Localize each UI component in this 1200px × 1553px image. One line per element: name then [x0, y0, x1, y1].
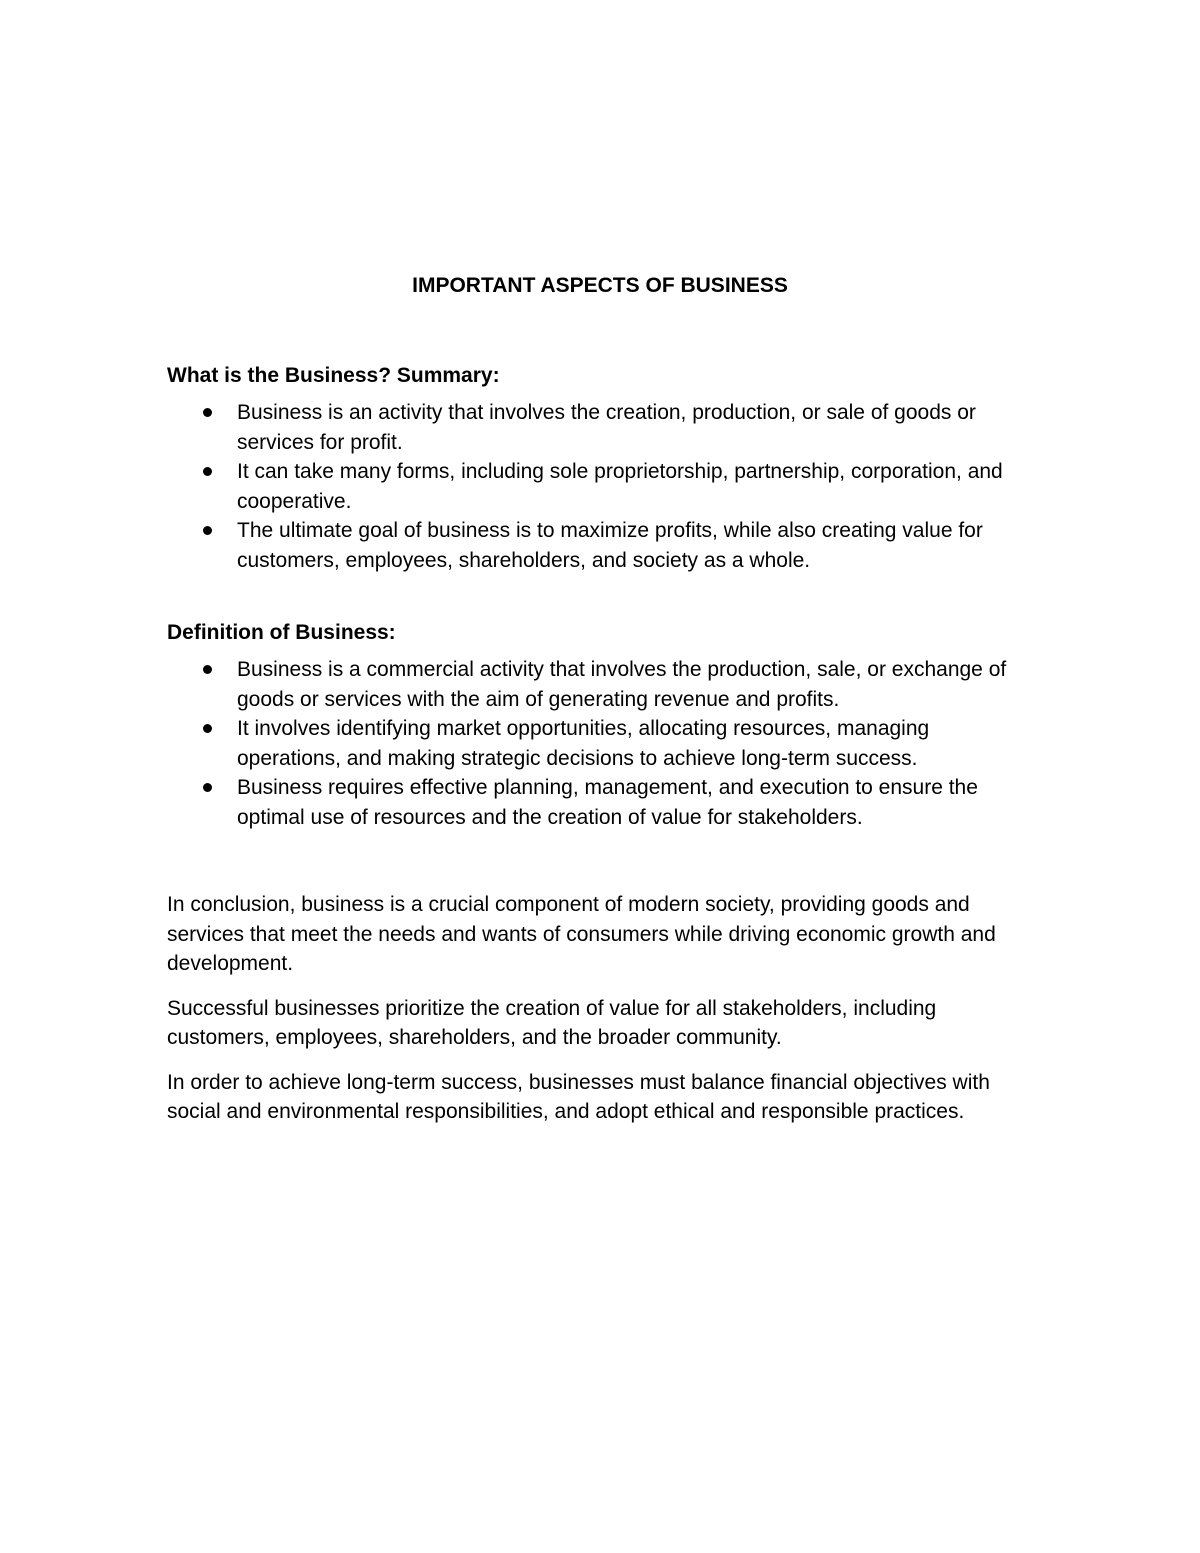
responsibility-paragraph: In order to achieve long-term success, businesses must balance financial objectives with social and environmental responsibilities, and adopt ethical and responsible practices. — [167, 1070, 990, 1123]
section-heading-summary: What is the Business? Summary: — [167, 364, 500, 387]
list-item — [167, 516, 1037, 575]
conclusion-section — [167, 890, 1037, 1127]
list-item — [167, 457, 1037, 516]
list-item — [167, 714, 1037, 773]
bullet-icon — [203, 526, 212, 535]
bullet-text: The ultimate goal of business is to maximize profits, while also creating value for customers, employees, shareholders, and society as a whole. — [237, 519, 983, 572]
bullet-text: Business is a commercial activity that involves the production, sale, or exchange of goods or services with the aim of generating revenue and profits. — [237, 658, 1007, 711]
definition-bullet-list — [167, 655, 1037, 832]
bullet-text: It can take many forms, including sole proprietorship, partnership, corporation, and cooperative. — [237, 460, 1003, 513]
bullet-icon — [203, 724, 212, 733]
bullet-text: It involves identifying market opportunities, allocating resources, managing operations, and making strategic decisions to achieve long-term success. — [237, 717, 930, 770]
bullet-icon — [203, 783, 212, 792]
bullet-text: Business requires effective planning, management, and execution to ensure the optimal use of resources and the creation of value for stakeholders. — [237, 776, 978, 829]
document-page — [167, 270, 1037, 1142]
bullet-icon — [203, 467, 212, 476]
conclusion-paragraph: In conclusion, business is a crucial component of modern society, providing goods and services that meet the needs and wants of consumers while driving economic growth and development. — [167, 893, 996, 975]
list-item — [167, 398, 1037, 457]
list-item — [167, 773, 1037, 832]
document-title: IMPORTANT ASPECTS OF BUSINESS — [412, 274, 788, 297]
bullet-text: Business is an activity that involves the creation, production, or sale of goods or services for profit. — [237, 401, 976, 454]
stakeholders-paragraph: Successful businesses prioritize the creation of value for all stakeholders, including customers, employees, shareholders, and the broader community. — [167, 996, 937, 1049]
bullet-icon — [203, 665, 212, 674]
list-item — [167, 655, 1037, 714]
section-heading-definition: Definition of Business: — [167, 621, 396, 644]
bullet-icon — [203, 408, 212, 417]
summary-bullet-list — [167, 398, 1037, 575]
